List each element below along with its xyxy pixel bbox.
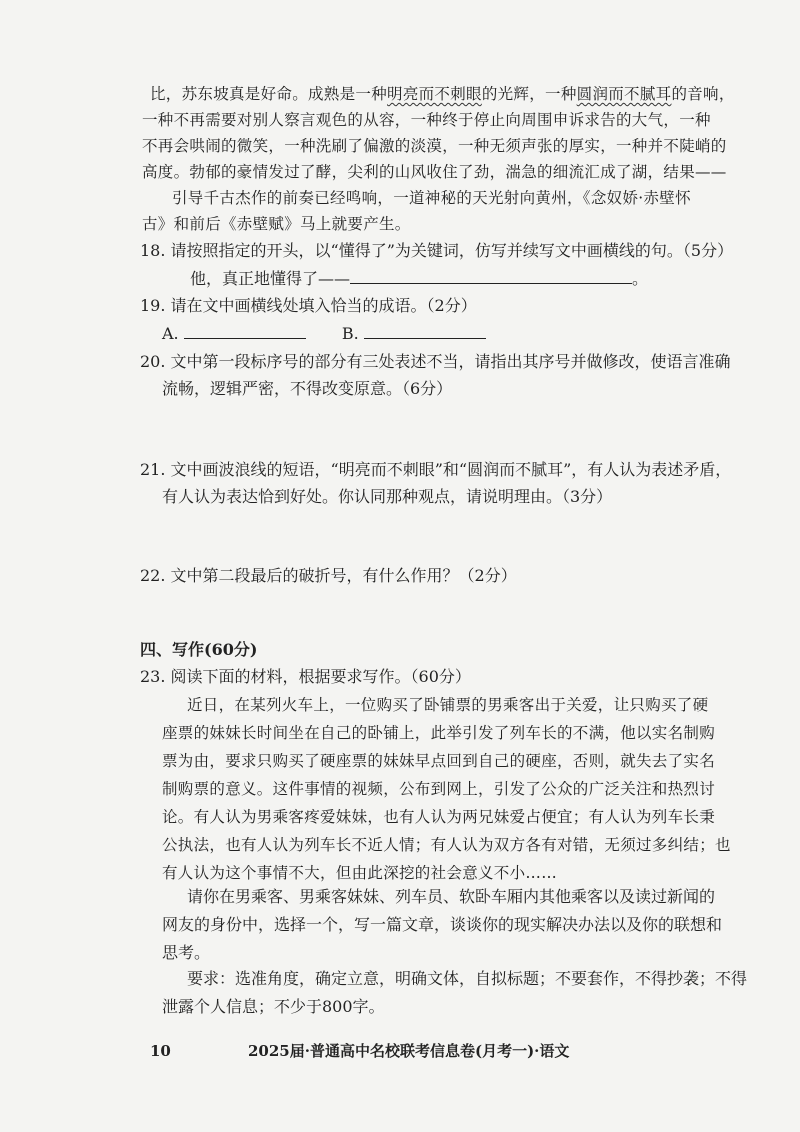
question-22: 22. 文中第二段最后的破折号，有什么作用？（2分） bbox=[140, 566, 517, 585]
passage-line-6: 古》和前后《赤壁赋》马上就要产生。 bbox=[142, 215, 411, 233]
material-line-3: 票为由，要求只购买了硬座票的妹妹早点回到自己的硬座，否则，就失去了实名 bbox=[162, 752, 716, 770]
question-19-answers bbox=[162, 322, 486, 345]
option-a-label: A. bbox=[162, 324, 179, 343]
passage-line-3: 不再会哄闹的微笑，一种洗刷了偏激的淡漠，一种无须声张的厚实，一种并不陡峭的 bbox=[142, 137, 727, 155]
material-line-7: 有人认为这个事情不大，但由此深挖的社会意义不小…… bbox=[162, 864, 558, 882]
task-line-3: 思考。 bbox=[162, 943, 211, 962]
question-21-line-1: 21. 文中画波浪线的短语，“明亮而不刺眼”和“圆润而不腻耳”，有人认为表述矛盾， bbox=[140, 460, 732, 479]
material-line-1: 近日，在某列火车上，一位购买了卧铺票的男乘客出于关爱，让只购买了硬 bbox=[187, 696, 709, 714]
material-line-2: 座票的妹妹长时间坐在自己的卧铺上，此举引发了列车长的不满，他以实名制购 bbox=[162, 724, 716, 742]
passage-line-5: 引导千古杰作的前奏已经鸣响，一道神秘的天光射向黄州，《念奴娇·赤壁怀 bbox=[172, 189, 691, 207]
footer-title: 2025届·普通高中名校联考信息卷(月考一)·语文 bbox=[248, 1042, 570, 1060]
question-20-line-1: 20. 文中第一段标序号的部分有三处表述不当，请指出其序号并做修改，使语言准确 bbox=[140, 352, 731, 371]
material-line-6: 公执法，也有人认为列车长不近人情；有人认为双方各有对错，无须过多纠结；也 bbox=[162, 836, 731, 854]
passage-line-4: 高度。勃郁的豪情发过了酵，尖利的山风收住了劲，湍急的细流汇成了湖，结果—— bbox=[142, 163, 727, 181]
material-line-4: 制购票的意义。这件事情的视频，公布到网上，引发了公众的广泛关注和热烈讨 bbox=[162, 780, 716, 798]
task-line-1: 请你在男乘客、男乘客妹妹、列车员、软卧车厢内其他乘客以及读过新闻的 bbox=[187, 887, 716, 906]
question-23: 23. 阅读下面的材料，根据要求写作。（60分） bbox=[140, 667, 471, 686]
passage-line-1: 比，苏东坡真是好命。成熟是一种明亮而不刺眼的光辉，一种圆润而不腻耳的音响， bbox=[150, 85, 735, 103]
question-20-line-2: 流畅，逻辑严密，不得改变原意。（6分） bbox=[162, 379, 453, 398]
material-line-5: 论。有人认为男乘客疼爱妹妹，也有人认为两兄妹爱占便宜；有人认为列车长秉 bbox=[162, 808, 716, 826]
answer-blank-18[interactable] bbox=[350, 267, 632, 284]
page-number: 10 bbox=[150, 1042, 171, 1060]
requirements-line-2: 泄露个人信息；不少于800字。 bbox=[162, 997, 385, 1016]
question-18-answer-line: 他，真正地懂得了—— 。 bbox=[190, 269, 649, 288]
task-line-2: 网友的身份中，选择一个，写一篇文章，谈谈你的现实解决办法以及你的联想和 bbox=[162, 915, 723, 934]
question-18-prompt: 他，真正地懂得了—— bbox=[190, 269, 351, 288]
answer-blank-19b[interactable] bbox=[364, 322, 486, 339]
question-18: 18. 请按照指定的开头，以“懂得了”为关键词，仿写并续写文中画横线的句。（5分） bbox=[140, 241, 734, 260]
passage-line-2: 一种不再需要对别人察言观色的从容，一种终于停止向周围申诉求告的大气，一种 bbox=[142, 111, 711, 129]
wavy-phrase-1: 明亮而不刺眼 bbox=[387, 85, 482, 103]
wavy-phrase-2: 圆润而不腻耳 bbox=[576, 85, 672, 103]
question-19: 19. 请在文中画横线处填入恰当的成语。（2分） bbox=[140, 296, 477, 315]
answer-blank-19a[interactable] bbox=[184, 322, 306, 339]
question-21-line-2: 有人认为表达恰到好处。你认同那种观点，请说明理由。（3分） bbox=[162, 487, 613, 506]
section-title-writing: 四、写作(60分) bbox=[140, 640, 258, 659]
option-b-label: B. bbox=[341, 324, 359, 343]
requirements-line-1: 要求：选准角度，确定立意，明确文体，自拟标题；不要套作，不得抄袭；不得 bbox=[187, 969, 748, 988]
